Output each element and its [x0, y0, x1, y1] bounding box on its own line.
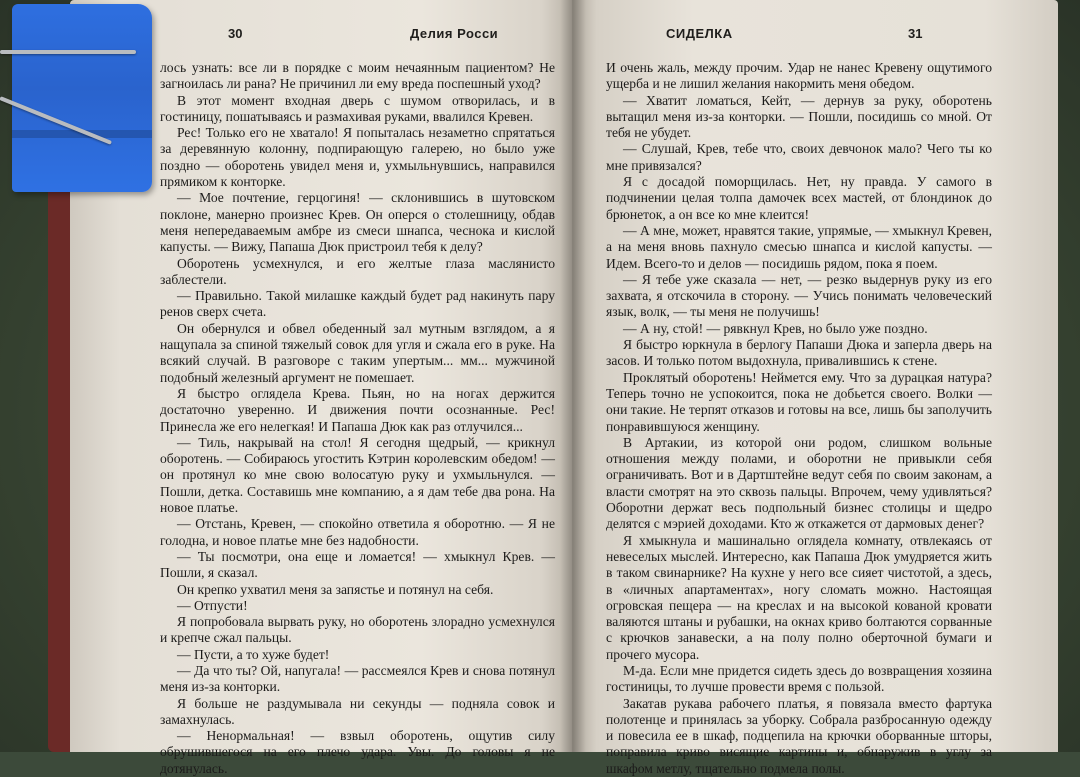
left-running-title: Делия Росси	[410, 26, 499, 41]
paragraph: В этот момент входная дверь с шумом отворилась, и в гостиницу, пошатываясь и размахивая руками, ввалился Кревен.	[160, 92, 555, 124]
paragraph: Я хмыкнула и машинально оглядела комнату, отвлекаясь от невеселых мыслей. Интересно, как Папаша Дюк умудряется жить в таком свинарнике? На кухне у него все сияет чистотой, а здесь, в «личных апартаментах», ногу сломать можно. Настоящая огровская пещера — на креслах и на высокой кованой кровати валяются штаны и рубашки, на окнах криво болтаются сорванные с крючков занавески, а на полу полно оберточной бумаги и прочего мусора.	[606, 532, 992, 662]
paragraph: Он обернулся и обвел обеденный зал мутным взглядом, а я нащупала за спиной тяжелый совок для угля и сжала его в руке. На всякий случай. В разговоре с таким упертым... мм... мужчиной подобный железный аргумент не помешает.	[160, 320, 555, 385]
right-running-head	[572, 26, 1058, 46]
left-text-block	[160, 60, 555, 777]
right-page-number: 31	[908, 26, 923, 41]
paragraph: — Правильно. Такой милашке каждый будет рад накинуть пару ренов сверх счета.	[160, 288, 555, 320]
paragraph: — Ненормальная! — взвыл оборотень, ощутив силу обрушившегося на его плечо удара. Увы. До головы я не дотянулась.	[160, 728, 555, 776]
binder-clip-wire	[0, 50, 136, 54]
paragraph: — Да что ты? Ой, напугала! — рассмеялся Крев и снова потянул меня из-за конторки.	[160, 662, 555, 695]
binder-clip-body	[12, 4, 152, 192]
paragraph: лось узнать: все ли в порядке с моим нечаянным пациентом? Не загноилась ли рана? Не причинил ли ему вреда поспешный уход?	[160, 60, 555, 92]
paragraph: — Хватит ломаться, Кейт, — дернув за руку, оборотень вытащил меня из-за конторки. — Пошли, посидишь со мной. От тебя не убудет.	[606, 92, 992, 141]
paragraph: — А мне, может, нравятся такие, упрямые, — хмыкнул Кревен, а на меня вновь пахнуло смесью шнапса и кислой капусты. — Идем. Всего-то и делов — посидишь рядом, пока я поем.	[606, 222, 992, 271]
paragraph: — Ты посмотри, она еще и ломается! — хмыкнул Крев. — Пошли, я сказал.	[160, 548, 555, 581]
paragraph: — Отпусти!	[177, 597, 248, 613]
paragraph: — Слушай, Крев, тебе что, своих девчонок мало? Чего ты ко мне привязался?	[606, 141, 992, 173]
paragraph: В Артакии, из которой они родом, слишком вольные отношения между полами, и оборотни не привыкли себя ограничивать. Вот и в Дартштейне ведут себя по своим законам, а власти смотрят на это сквозь пальцы. Впрочем, чему удивляться? Оборотни держат весь подпольный бизнес столицы и щедро делятся с мэрией доходами. Кто ж откажется от дармовых денег?	[606, 434, 992, 532]
right-running-title: СИДЕЛКА	[666, 26, 733, 41]
paragraph: — Отстань, Кревен, — спокойно ответила я оборотню. — Я не голодна, и новое платье мне без надобности.	[160, 516, 555, 548]
paragraph: Я с досадой поморщилась. Нет, ну правда. У самого в подчинении целая толпа дамочек всех мастей, от блондинок до брюнеток, а он все ко мне клеится!	[606, 174, 992, 222]
paragraph: — Мое почтение, герцогиня! — склонившись в шутовском поклоне, манерно произнес Крев. Он оперся о столешницу, обдав меня непередаваемым амбре из смеси шнапса, чеснока и кислой капусты. — Вижу, Папаша Дюк пристроил тебя к делу?	[160, 190, 555, 255]
paragraph: Закатав рукава рабочего платья, я повязала вместо фартука полотенце и принялась за уборку. Собрала разбросанную одежду и повесила ее в шкаф, подцепила на крючки оборванные шторы, поправила криво висящие картины и, обнаружив в углу за шкафом метлу, тщательно подмела полы.	[606, 695, 992, 776]
paragraph: И очень жаль, между прочим. Удар не нанес Кревену ощутимого ущерба и не лишил желания накормить меня обедом.	[606, 60, 992, 92]
right-page	[572, 0, 1058, 776]
paragraph: Рес! Только его не хватало! Я попыталась незаметно спрятаться за деревянную колонну, подпирающую галерею, но было уже поздно — оборотень увидел меня и, ухмыльнувшись, направился прямиком к конторке.	[160, 125, 555, 190]
paragraph: Я быстро оглядела Крева. Пьян, но на ногах держится достаточно уверенно. И движения почти осознанные. Рес! Принесла же его нелегкая! И Папаша Дюк как раз отлучился...	[160, 385, 555, 434]
paragraph: М-да. Если мне придется сидеть здесь до возвращения хозяина гостиницы, то лучше провести время с пользой.	[606, 662, 992, 695]
paragraph: — Тиль, накрывай на стол! Я сегодня щедрый, — крикнул оборотень. — Собираюсь угостить Кэтрин королевским обедом! — он протянул ко мне свою волосатую руку и ухмыльнулся. — Пошли, детка. Составишь мне компанию, а я дам тебе два рона. На новое платье.	[160, 434, 555, 516]
paragraph: — А ну, стой! — рявкнул Крев, но было уже поздно.	[623, 320, 928, 336]
paragraph: Проклятый оборотень! Неймется ему. Что за дурацкая натура? Теперь точно не успокоится, пока не добьется своего. Волки — они такие. Не терпят отказов и готовы на все, лишь бы заполучить понравившуюся женщину.	[606, 369, 993, 434]
binder-clip	[0, 0, 160, 200]
paragraph: — Пусти, а то хуже будет!	[177, 646, 330, 662]
paragraph: Он крепко ухватил меня за запястье и потянул на себя.	[177, 581, 494, 597]
paragraph: — Я тебе уже сказала — нет, — резко выдернув руку из его захвата, я отскочила в сторону. — Учись понимать человеческий язык, волк, — ты меня не получишь!	[606, 271, 992, 320]
paragraph: Я попробовала вырвать руку, но оборотень злорадно усмехнулся и крепче сжал пальцы.	[160, 614, 555, 646]
right-text-block	[606, 60, 992, 777]
paragraph: Я быстро юркнула в берлогу Папаши Дюка и заперла дверь на засов. И только потом выдохнула, привалившись к стене.	[606, 337, 992, 369]
book-gutter	[560, 0, 586, 752]
paragraph: Оборотень усмехнулся, и его желтые глаза маслянисто заблестели.	[160, 255, 555, 287]
paragraph: Я больше не раздумывала ни секунды — подняла совок и замахнулась.	[160, 695, 555, 727]
left-page-number: 30	[228, 26, 243, 41]
